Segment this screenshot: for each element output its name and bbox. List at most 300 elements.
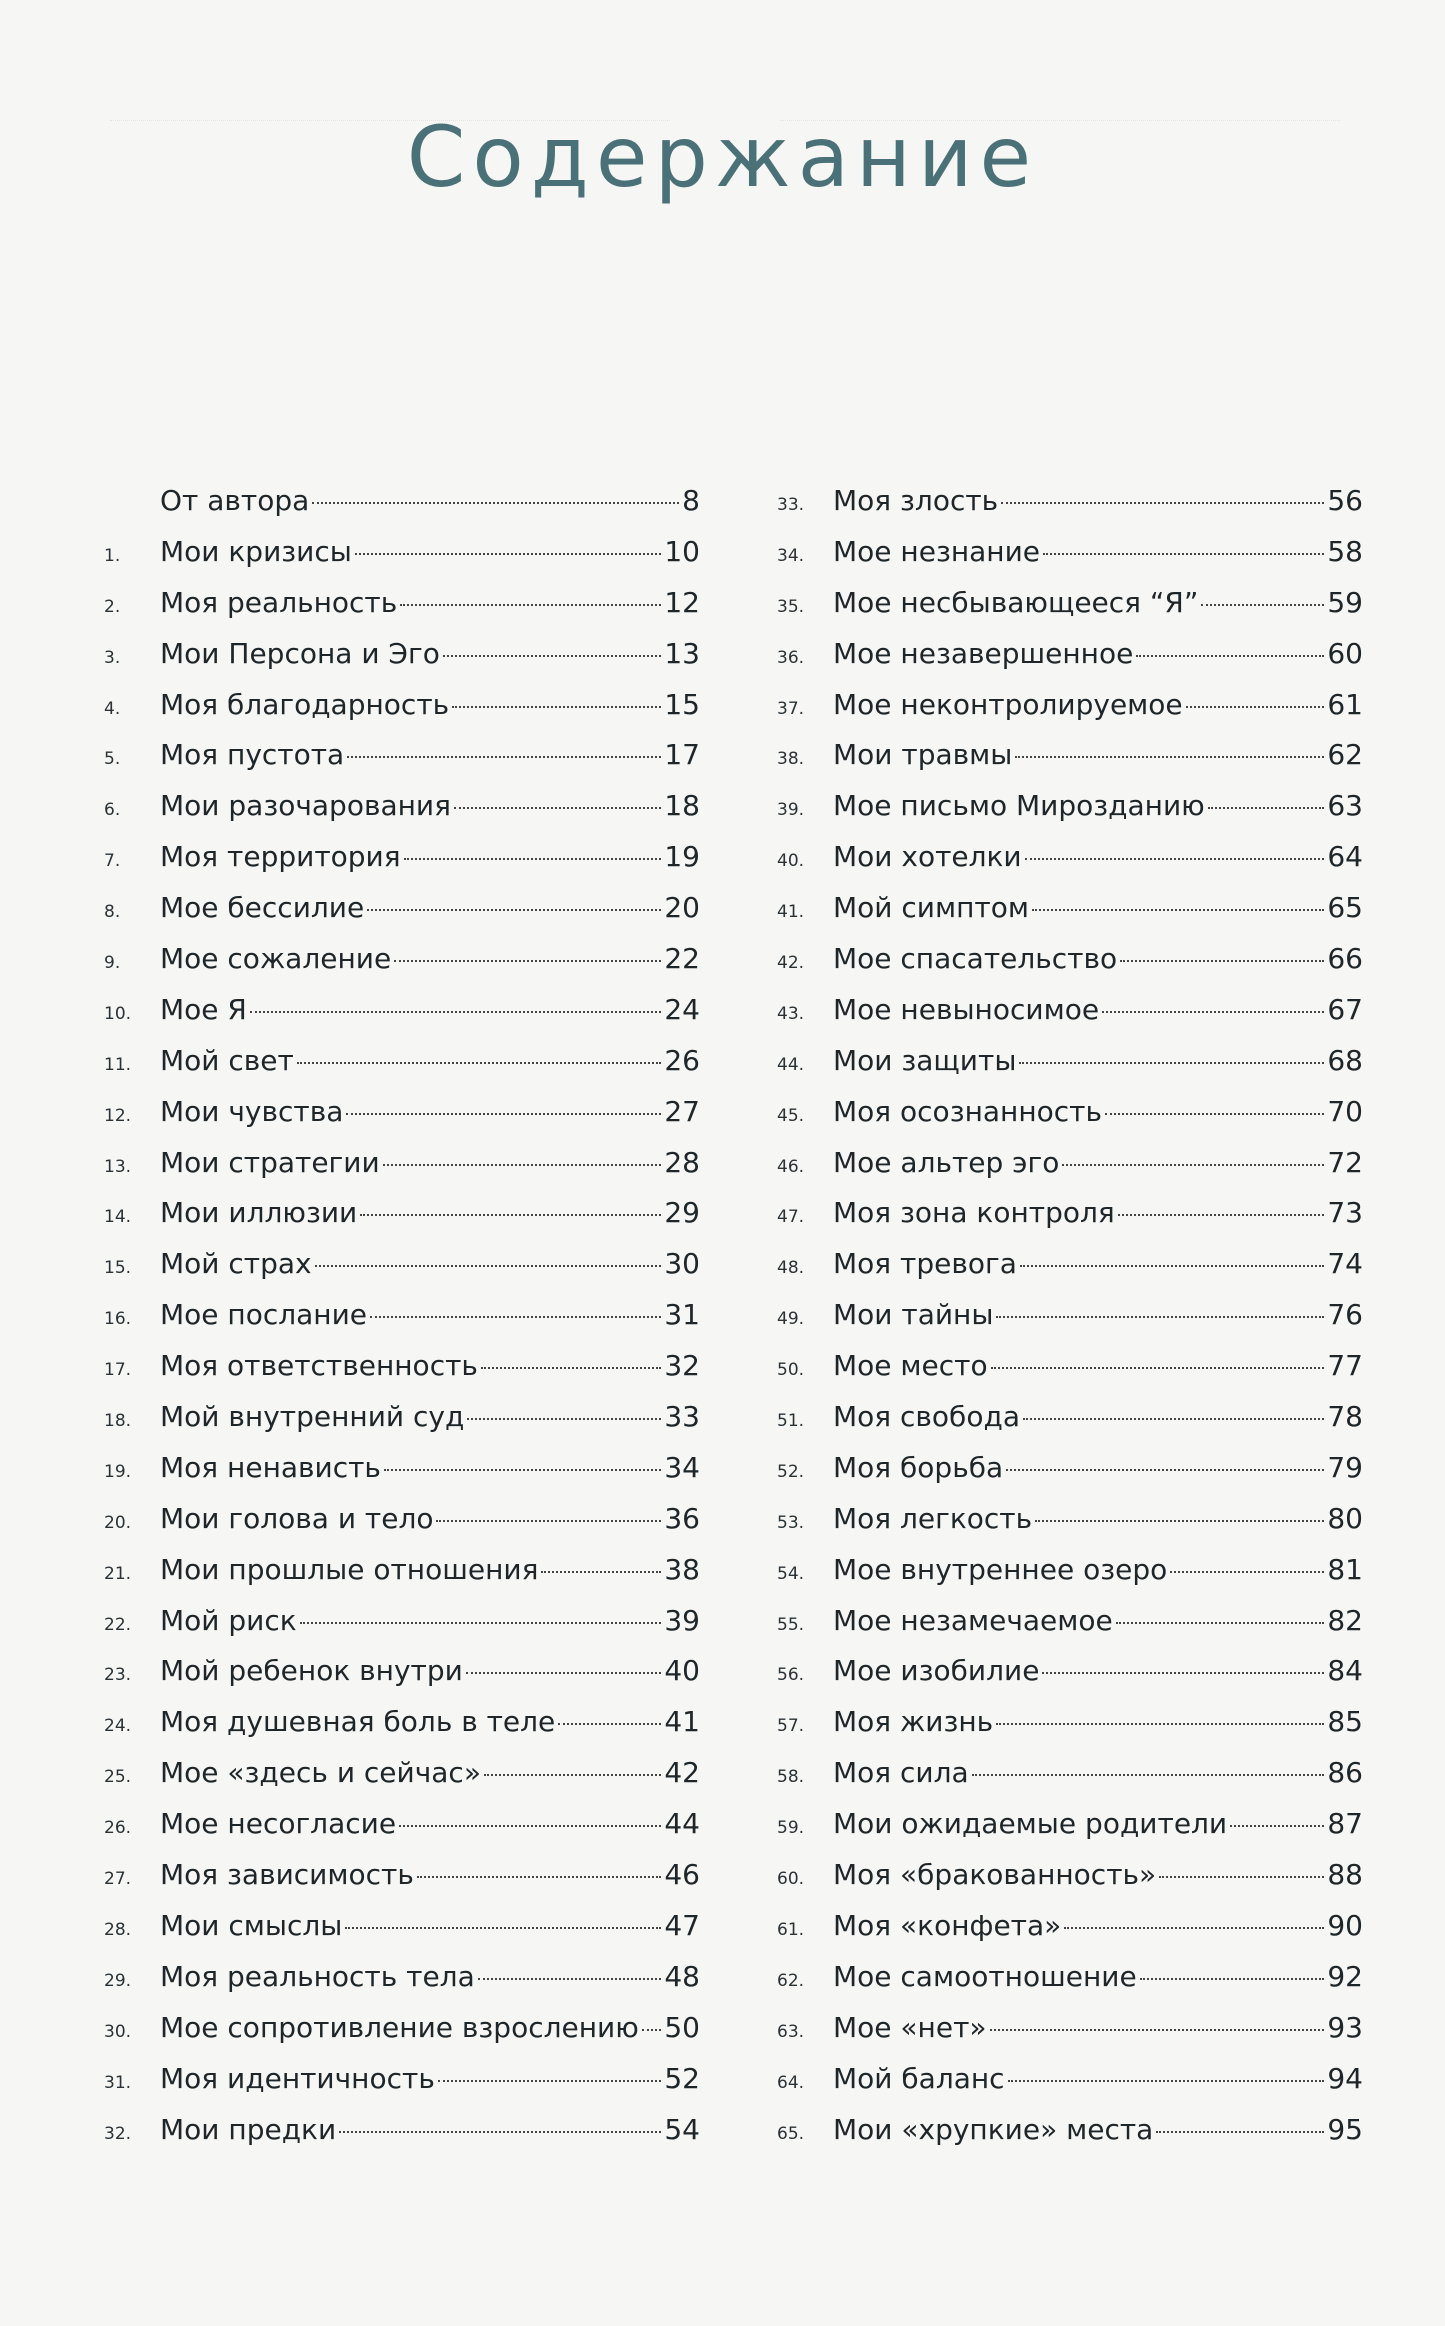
toc-entry-page-number: 81 xyxy=(1327,1552,1363,1586)
toc-entry xyxy=(777,527,1363,578)
toc-entry-title: Мое несогласие xyxy=(160,1807,397,1841)
toc-entry-title: Моя пустота xyxy=(160,738,345,772)
toc-entry-title: Моя борьба xyxy=(833,1450,1004,1484)
toc-leader-dots xyxy=(312,502,679,504)
toc-entry xyxy=(777,832,1363,883)
toc-leader-dots xyxy=(1043,553,1324,555)
toc-entry xyxy=(777,1748,1363,1799)
toc-entry xyxy=(104,578,700,629)
toc-entry-page-number: 88 xyxy=(1327,1858,1363,1892)
toc-entry-page-number: 17 xyxy=(664,738,700,772)
toc-entry-page-number: 86 xyxy=(1327,1756,1363,1790)
toc-entry-number: 38. xyxy=(777,749,805,770)
toc-entry xyxy=(777,1494,1363,1545)
toc-entry xyxy=(777,1799,1363,1850)
toc-leader-dots xyxy=(1023,1418,1324,1420)
toc-entry-title: Моя «бракованность» xyxy=(833,1858,1157,1892)
toc-entry xyxy=(104,1494,700,1545)
toc-entry-title: Мое послание xyxy=(160,1298,368,1332)
toc-entry xyxy=(777,730,1363,781)
toc-entry-title: Моя реальность xyxy=(160,585,398,619)
toc-entry-number: 59. xyxy=(777,1818,805,1839)
toc-entry-page-number: 22 xyxy=(664,942,700,976)
toc-entry-page-number: 59 xyxy=(1327,585,1363,619)
toc-entry-number: 34. xyxy=(777,545,805,566)
toc-leader-dots xyxy=(1001,502,1324,504)
toc-entry-page-number: 12 xyxy=(664,585,700,619)
toc-entry xyxy=(104,629,700,680)
toc-entry-page-number: 79 xyxy=(1327,1450,1363,1484)
toc-leader-dots xyxy=(452,706,661,708)
toc-leader-dots xyxy=(1032,909,1324,911)
toc-entry-title: Мое альтер эго xyxy=(833,1145,1060,1179)
toc-entry-page-number: 93 xyxy=(1327,2010,1363,2044)
toc-leader-dots xyxy=(367,909,661,911)
toc-entry xyxy=(104,1799,700,1850)
toc-entry-title: От автора xyxy=(160,484,310,517)
toc-entry-title: Мой баланс xyxy=(833,2061,1005,2095)
toc-leader-dots xyxy=(315,1265,662,1267)
toc-entry-title: Моя легкость xyxy=(833,1501,1033,1535)
toc-entry xyxy=(777,578,1363,629)
toc-entry-number: 19. xyxy=(104,1461,132,1482)
toc-leader-dots xyxy=(1159,1876,1324,1878)
toc-entry-number: 47. xyxy=(777,1207,805,1228)
toc-leader-dots xyxy=(1140,1978,1325,1980)
toc-entry-page-number: 77 xyxy=(1327,1349,1363,1383)
toc-entry-page-number: 24 xyxy=(664,992,700,1026)
toc-leader-dots xyxy=(1008,2080,1325,2082)
toc-entry-number: 31. xyxy=(104,2072,132,2093)
toc-entry-title: Мое спасательство xyxy=(833,942,1118,976)
toc-entry xyxy=(777,1341,1363,1392)
toc-entry-page-number: 50 xyxy=(664,2010,700,2044)
toc-entry-title: Моя «конфета» xyxy=(833,1908,1062,1942)
toc-entry-title: Мои смыслы xyxy=(160,1908,343,1942)
toc-entry-number: 24. xyxy=(104,1716,132,1737)
toc-entry-page-number: 27 xyxy=(664,1094,700,1128)
toc-leader-dots xyxy=(1136,655,1324,657)
toc-entry-title: Мои тайны xyxy=(833,1298,994,1332)
toc-entry-number: 4. xyxy=(104,698,121,719)
toc-entry xyxy=(104,1850,700,1901)
toc-entry-page-number: 19 xyxy=(664,840,700,874)
toc-leader-dots xyxy=(484,1774,661,1776)
toc-entry-page-number: 44 xyxy=(664,1807,700,1841)
toc-leader-dots xyxy=(1105,1113,1324,1115)
toc-entry xyxy=(777,2105,1363,2156)
toc-entry-number: 5. xyxy=(104,749,121,770)
toc-entry-number: 29. xyxy=(104,1970,132,1991)
toc-entry-title: Моя благодарность xyxy=(160,687,450,721)
toc-entry-number: 12. xyxy=(104,1105,132,1126)
toc-entry xyxy=(104,1545,700,1596)
toc-entry-page-number: 82 xyxy=(1327,1603,1363,1637)
toc-entry xyxy=(104,1596,700,1647)
toc-left-column xyxy=(104,476,700,2155)
toc-entry-title: Мои хотелки xyxy=(833,840,1022,874)
toc-entry-number: 45. xyxy=(777,1105,805,1126)
toc-entry-page-number: 68 xyxy=(1327,1043,1363,1077)
toc-entry-title: Мои ожидаемые родители xyxy=(833,1807,1228,1841)
toc-entry-number: 51. xyxy=(777,1411,805,1432)
toc-entry-number: 63. xyxy=(777,2021,805,2042)
toc-entry-title: Мое место xyxy=(833,1349,988,1383)
toc-entry-page-number: 76 xyxy=(1327,1298,1363,1332)
toc-leader-dots xyxy=(1208,807,1325,809)
toc-leader-dots xyxy=(1019,1062,1324,1064)
toc-leader-dots xyxy=(346,1113,661,1115)
toc-entry-page-number: 8 xyxy=(682,484,700,517)
toc-entry xyxy=(104,883,700,934)
toc-entry-number: 14. xyxy=(104,1207,132,1228)
toc-entry xyxy=(104,1392,700,1443)
toc-entry-title: Моя осознанность xyxy=(833,1094,1102,1128)
toc-entry xyxy=(777,2054,1363,2105)
toc-entry-number: 10. xyxy=(104,1003,132,1024)
toc-entry-title: Мои голова и тело xyxy=(160,1501,434,1535)
toc-entry-number: 8. xyxy=(104,902,121,923)
toc-entry xyxy=(104,1697,700,1748)
toc-leader-dots xyxy=(991,1367,1325,1369)
toc-entry-title: Мои предки xyxy=(160,2112,337,2146)
toc-leader-dots xyxy=(481,1367,661,1369)
toc-entry xyxy=(777,1188,1363,1239)
toc-leader-dots xyxy=(1062,1164,1324,1166)
toc-entry-number: 25. xyxy=(104,1767,132,1788)
toc-entry-title: Мое незавершенное xyxy=(833,636,1134,670)
toc-leader-dots xyxy=(347,756,661,758)
toc-entry-title: Моя зависимость xyxy=(160,1858,414,1892)
toc-entry-title: Моя тревога xyxy=(833,1247,1017,1281)
toc-entry-page-number: 46 xyxy=(664,1858,700,1892)
toc-entry-page-number: 33 xyxy=(664,1400,700,1434)
toc-entry-number: 1. xyxy=(104,545,121,566)
toc-entry xyxy=(104,680,700,731)
toc-leader-dots xyxy=(1201,604,1324,606)
toc-entry-title: Моя ненависть xyxy=(160,1450,381,1484)
toc-leader-dots xyxy=(972,1774,1325,1776)
toc-leader-dots xyxy=(996,1316,1324,1318)
toc-entry-page-number: 90 xyxy=(1327,1908,1363,1942)
toc-entry-page-number: 30 xyxy=(664,1247,700,1281)
toc-leader-dots xyxy=(370,1316,661,1318)
toc-leader-dots xyxy=(394,960,661,962)
toc-entry-number: 48. xyxy=(777,1258,805,1279)
toc-leader-dots xyxy=(355,553,662,555)
toc-entry-number: 58. xyxy=(777,1767,805,1788)
toc-entry-title: Мое незнание xyxy=(833,534,1041,568)
toc-entry-number: 17. xyxy=(104,1360,132,1381)
toc-entry-title: Мой страх xyxy=(160,1247,312,1281)
toc-entry xyxy=(104,1341,700,1392)
toc-entry xyxy=(104,1239,700,1290)
toc-leader-dots xyxy=(467,1418,661,1420)
toc-entry-number: 46. xyxy=(777,1156,805,1177)
toc-entry-number: 39. xyxy=(777,800,805,821)
toc-entry-page-number: 15 xyxy=(664,687,700,721)
toc-entry-title: Мой риск xyxy=(160,1603,297,1637)
toc-entry-title: Мое сопротивление взрослению xyxy=(160,2010,639,2044)
toc-entry-page-number: 58 xyxy=(1327,534,1363,568)
toc-entry-number: 41. xyxy=(777,902,805,923)
toc-entry-title: Моя сила xyxy=(833,1756,969,1790)
toc-entry-number: 16. xyxy=(104,1309,132,1330)
toc-entry xyxy=(104,2054,700,2105)
toc-entry xyxy=(777,1036,1363,1087)
toc-entry-number: 44. xyxy=(777,1054,805,1075)
toc-entry xyxy=(104,1443,700,1494)
toc-entry-page-number: 63 xyxy=(1327,789,1363,823)
toc-entry xyxy=(777,1596,1363,1647)
toc-entry-title: Мои чувства xyxy=(160,1094,344,1128)
toc-entry xyxy=(777,2003,1363,2054)
toc-entry-page-number: 18 xyxy=(664,789,700,823)
toc-entry-number: 49. xyxy=(777,1309,805,1330)
toc-entry-page-number: 13 xyxy=(664,636,700,670)
toc-leader-dots xyxy=(399,1825,661,1827)
toc-entry-number: 36. xyxy=(777,647,805,668)
toc-leader-dots xyxy=(1042,1672,1324,1674)
toc-entry-number: 35. xyxy=(777,596,805,617)
toc-entry-number: 18. xyxy=(104,1411,132,1432)
toc-entry-page-number: 67 xyxy=(1327,992,1363,1026)
toc-entry-number: 53. xyxy=(777,1512,805,1533)
toc-entry-number: 13. xyxy=(104,1156,132,1177)
toc-entry xyxy=(777,1290,1363,1341)
toc-right-column xyxy=(777,476,1363,2155)
toc-entry-title: Мое неконтролируемое xyxy=(833,687,1183,721)
toc-entry-number: 30. xyxy=(104,2021,132,2042)
toc-leader-dots xyxy=(1064,1927,1324,1929)
toc-leader-dots xyxy=(558,1723,661,1725)
toc-leader-dots xyxy=(541,1571,661,1573)
toc-entry-page-number: 41 xyxy=(664,1705,700,1739)
toc-leader-dots xyxy=(1102,1011,1324,1013)
toc-entry xyxy=(777,1392,1363,1443)
toc-entry-title: Моя злость xyxy=(833,484,999,517)
toc-entry xyxy=(777,934,1363,985)
toc-entry xyxy=(777,1443,1363,1494)
toc-entry xyxy=(777,1138,1363,1189)
toc-entry-page-number: 84 xyxy=(1327,1654,1363,1688)
toc-entry xyxy=(777,680,1363,731)
toc-entry xyxy=(104,985,700,1036)
toc-entry-title: Мое «здесь и сейчас» xyxy=(160,1756,481,1790)
toc-entry-page-number: 92 xyxy=(1327,1959,1363,1993)
toc-entry-page-number: 60 xyxy=(1327,636,1363,670)
toc-entry-title: Мое бессилие xyxy=(160,891,365,925)
toc-entry-number: 20. xyxy=(104,1512,132,1533)
toc-entry-page-number: 80 xyxy=(1327,1501,1363,1535)
toc-entry xyxy=(777,1646,1363,1697)
toc-entry xyxy=(777,1850,1363,1901)
toc-entry-title: Мои разочарования xyxy=(160,789,451,823)
toc-leader-dots xyxy=(466,1672,662,1674)
toc-entry-number: 21. xyxy=(104,1563,132,1584)
toc-entry xyxy=(104,1901,700,1952)
toc-entry-number: 9. xyxy=(104,953,121,974)
toc-entry-number: 40. xyxy=(777,851,805,872)
toc-entry-page-number: 62 xyxy=(1327,738,1363,772)
toc-entry-number: 7. xyxy=(104,851,121,872)
toc-entry-title: Мой симптом xyxy=(833,891,1029,925)
toc-entry-page-number: 54 xyxy=(664,2112,700,2146)
toc-entry xyxy=(777,1697,1363,1748)
toc-entry-page-number: 61 xyxy=(1327,687,1363,721)
toc-entry-number: 15. xyxy=(104,1258,132,1279)
toc-entry-page-number: 72 xyxy=(1327,1145,1363,1179)
toc-leader-dots xyxy=(438,2080,662,2082)
toc-entry xyxy=(104,781,700,832)
toc-entry-title: Мое самоотношение xyxy=(833,1959,1137,1993)
toc-entry-page-number: 29 xyxy=(664,1196,700,1230)
toc-leader-dots xyxy=(443,655,662,657)
toc-entry xyxy=(104,1087,700,1138)
toc-entry-title: Мое незамечаемое xyxy=(833,1603,1113,1637)
toc-entry xyxy=(104,2003,700,2054)
toc-entry xyxy=(777,1952,1363,2003)
toc-entry-number: 64. xyxy=(777,2072,805,2093)
toc-entry-title: Мои иллюзии xyxy=(160,1196,358,1230)
toc-entry-title: Мое «нет» xyxy=(833,2010,987,2044)
toc-entry-title: Мой свет xyxy=(160,1043,294,1077)
toc-entry-page-number: 74 xyxy=(1327,1247,1363,1281)
toc-entry-title: Моя душевная боль в теле xyxy=(160,1705,556,1739)
toc-entry-page-number: 28 xyxy=(664,1145,700,1179)
toc-entry xyxy=(104,1646,700,1697)
toc-entry-page-number: 38 xyxy=(664,1552,700,1586)
toc-leader-dots xyxy=(1035,1520,1324,1522)
toc-entry-title: Моя свобода xyxy=(833,1400,1020,1434)
toc-leader-dots xyxy=(383,1164,662,1166)
toc-entry-title: Мои прошлые отношения xyxy=(160,1552,539,1586)
toc-leader-dots xyxy=(1230,1825,1324,1827)
toc-entry-page-number: 26 xyxy=(664,1043,700,1077)
toc-entry xyxy=(104,1748,700,1799)
toc-entry xyxy=(104,1036,700,1087)
toc-entry-title: Мой ребенок внутри xyxy=(160,1654,463,1688)
toc-leader-dots xyxy=(1170,1571,1324,1573)
toc-leader-dots xyxy=(1120,960,1324,962)
toc-entry-page-number: 64 xyxy=(1327,840,1363,874)
toc-entry-page-number: 56 xyxy=(1327,484,1363,517)
toc-entry-number: 50. xyxy=(777,1360,805,1381)
toc-entry-page-number: 34 xyxy=(664,1450,700,1484)
toc-entry-page-number: 42 xyxy=(664,1756,700,1790)
toc-entry-number: 54. xyxy=(777,1563,805,1584)
toc-leader-dots xyxy=(1186,706,1325,708)
toc-leader-dots xyxy=(400,604,661,606)
toc-entry-title: Моя идентичность xyxy=(160,2061,435,2095)
toc-entry-title: Мои Персона и Эго xyxy=(160,636,440,670)
toc-leader-dots xyxy=(1156,2131,1324,2133)
toc-entry-title: Моя реальность тела xyxy=(160,1959,475,1993)
toc-entry-page-number: 73 xyxy=(1327,1196,1363,1230)
toc-entry-title: Мое изобилие xyxy=(833,1654,1040,1688)
toc-entry-page-number: 48 xyxy=(664,1959,700,1993)
toc-entry-number: 60. xyxy=(777,1869,805,1890)
toc-entry-number: 28. xyxy=(104,1919,132,1940)
toc-leader-dots xyxy=(1006,1469,1324,1471)
toc-leader-dots xyxy=(250,1011,661,1013)
toc-entry-title: Мое сожаление xyxy=(160,942,392,976)
toc-leader-dots xyxy=(996,1723,1324,1725)
toc-entry-number: 26. xyxy=(104,1818,132,1839)
toc-entry-title: Мое невыносимое xyxy=(833,992,1100,1026)
toc-entry-number: 11. xyxy=(104,1054,132,1075)
toc-leader-dots xyxy=(990,2029,1325,2031)
toc-entry-page-number: 20 xyxy=(664,891,700,925)
toc-entry xyxy=(777,629,1363,680)
toc-entry-number: 37. xyxy=(777,698,805,719)
toc-leader-dots xyxy=(454,807,661,809)
toc-entry xyxy=(777,883,1363,934)
toc-entry-title: Моя жизнь xyxy=(833,1705,994,1739)
toc-entry-page-number: 36 xyxy=(664,1501,700,1535)
toc-entry xyxy=(777,1087,1363,1138)
toc-entry-number: 56. xyxy=(777,1665,805,1686)
toc-entry-page-number: 31 xyxy=(664,1298,700,1332)
toc-entry-number: 23. xyxy=(104,1665,132,1686)
toc-entry xyxy=(104,527,700,578)
toc-entry-page-number: 85 xyxy=(1327,1705,1363,1739)
toc-entry-title: Мои «хрупкие» места xyxy=(833,2112,1154,2146)
toc-entry-page-number: 40 xyxy=(664,1654,700,1688)
toc-entry-page-number: 87 xyxy=(1327,1807,1363,1841)
toc-entry-number: 55. xyxy=(777,1614,805,1635)
toc-entry-page-number: 65 xyxy=(1327,891,1363,925)
toc-entry-title: Моя территория xyxy=(160,840,401,874)
toc-entry-page-number: 39 xyxy=(664,1603,700,1637)
toc-leader-dots xyxy=(642,2029,662,2031)
toc-entry-number: 22. xyxy=(104,1614,132,1635)
toc-leader-dots xyxy=(417,1876,662,1878)
toc-entry-number: 65. xyxy=(777,2123,805,2144)
toc-entry-page-number: 95 xyxy=(1327,2112,1363,2146)
toc-entry-number: 57. xyxy=(777,1716,805,1737)
toc-entry-page-number: 52 xyxy=(664,2061,700,2095)
toc-entry-number: 2. xyxy=(104,596,121,617)
toc-leader-dots xyxy=(300,1622,662,1624)
toc-entry-title: Мое Я xyxy=(160,992,247,1026)
toc-entry xyxy=(777,985,1363,1036)
toc-entry-page-number: 94 xyxy=(1327,2061,1363,2095)
toc-entry-page-number: 10 xyxy=(664,534,700,568)
toc-leader-dots xyxy=(384,1469,661,1471)
toc-entry-page-number: 70 xyxy=(1327,1094,1363,1128)
toc-entry xyxy=(777,1901,1363,1952)
toc-entry xyxy=(104,730,700,781)
toc-entry-title: Моя ответственность xyxy=(160,1349,478,1383)
toc-entry-number: 6. xyxy=(104,800,121,821)
toc-entry-title: Мои стратегии xyxy=(160,1145,380,1179)
toc-entry-page-number: 66 xyxy=(1327,942,1363,976)
toc-leader-dots xyxy=(1020,1265,1325,1267)
toc-leader-dots xyxy=(1118,1214,1325,1216)
toc-entry-title: Мое письмо Мирозданию xyxy=(833,789,1205,823)
toc-entry xyxy=(104,934,700,985)
toc-entry-title: Мои травмы xyxy=(833,738,1013,772)
toc-entry-number: 42. xyxy=(777,953,805,974)
toc-entry xyxy=(777,1239,1363,1290)
toc-entry xyxy=(104,2105,700,2156)
toc-leader-dots xyxy=(478,1978,662,1980)
toc-leader-dots xyxy=(1015,756,1324,758)
toc-entry xyxy=(104,832,700,883)
toc-entry-number: 61. xyxy=(777,1919,805,1940)
toc-leader-dots xyxy=(360,1214,661,1216)
